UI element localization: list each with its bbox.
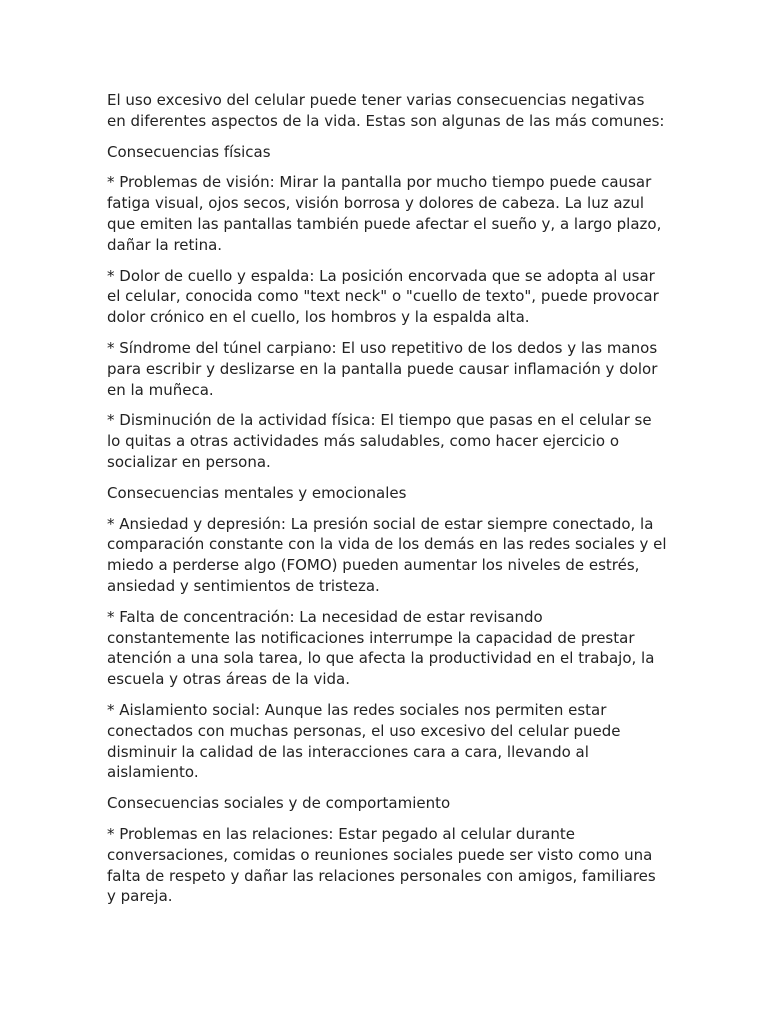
section-heading-mental: Consecuencias mentales y emocionales [107, 483, 407, 502]
bullet-relationship-problems: * Problemas en las relaciones: Estar pegado al celular durante conversaciones, comidas o reuniones sociales puede ser visto como una falta de respeto y dañar las relaciones personales con amigos, familiares y pareja. [107, 824, 656, 906]
intro-paragraph: El uso excesivo del celular puede tener varias consecuencias negativas en diferentes aspectos de la vida. Estas son algunas de las más comunes: [107, 91, 665, 130]
bullet-neck-back-pain: * Dolor de cuello y espalda: La posición encorvada que se adopta al usar el celular, conocida como "text neck" o "cuello de texto", puede provocar dolor crónico en el cuello, los hombros y la espalda alta. [107, 266, 659, 327]
bullet-physical-activity: * Disminución de la actividad física: El tiempo que pasas en el celular se lo quitas a otras actividades más saludables, como hacer ejercicio o socializar en persona. [107, 411, 652, 471]
bullet-anxiety-depression: * Ansiedad y depresión: La presión social de estar siempre conectado, la comparación constante con la vida de los demás en las redes sociales y el miedo a perderse algo (FOMO) pueden aumentar los niveles de estrés, ansiedad y sentimientos de tristeza. [107, 514, 667, 595]
bullet-carpal-tunnel: * Síndrome del túnel carpiano: El uso repetitivo de los dedos y las manos para escribir y deslizarse en la pantalla puede causar inflamación y dolor en la muñeca. [107, 338, 658, 399]
bullet-concentration: * Falta de concentración: La necesidad de estar revisando constantemente las notificaciones interrumpe la capacidad de prestar atención a una sola tarea, lo que afecta la productividad en el trabajo, la escuela y otras áreas de la vida. [107, 607, 655, 689]
bullet-vision-problems: * Problemas de visión: Mirar la pantalla por mucho tiempo puede causar fatiga visual, ojos secos, visión borrosa y dolores de cabeza. La luz azul que emiten las pantallas también puede afectar el sueño y, a largo plazo, dañar la retina. [107, 173, 662, 254]
section-heading-social: Consecuencias sociales y de comportamiento [107, 794, 451, 813]
document-page [107, 90, 667, 917]
section-heading-physical: Consecuencias físicas [107, 142, 271, 161]
bullet-social-isolation: * Aislamiento social: Aunque las redes sociales nos permiten estar conectados con muchas personas, el uso excesivo del celular puede disminuir la calidad de las interacciones cara a cara, llevando al aislamiento. [107, 700, 621, 782]
